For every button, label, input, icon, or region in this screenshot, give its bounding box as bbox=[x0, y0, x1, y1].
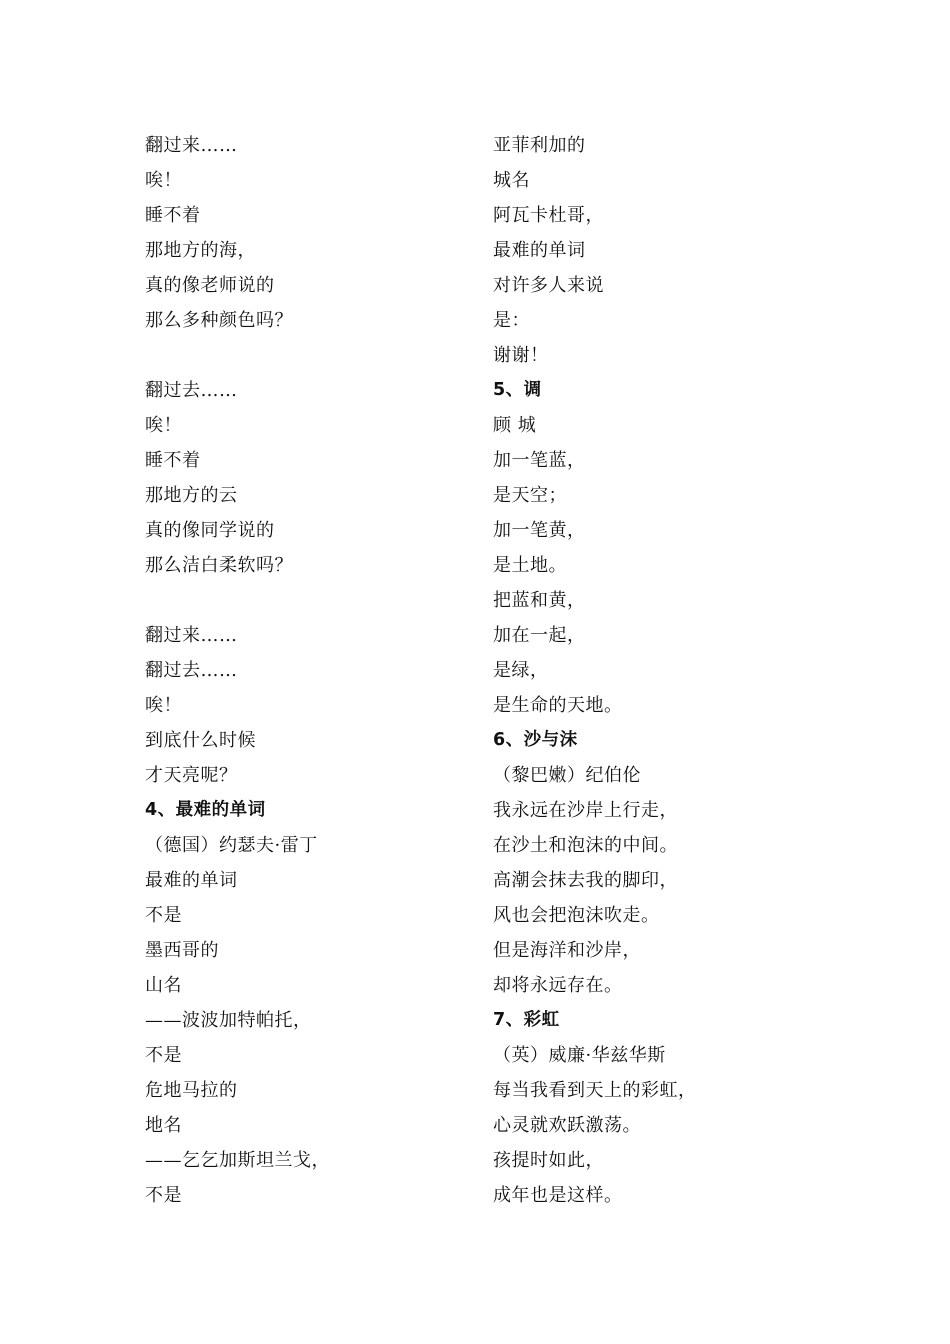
poem-line: ——波波加特帕托， bbox=[145, 1010, 312, 1031]
poem-line: 才天亮呢？ bbox=[145, 765, 238, 786]
poem-line: 每当我看到天上的彩虹， bbox=[493, 1080, 697, 1101]
poem-line: 是生命的天地。 bbox=[493, 695, 623, 716]
poem-line: 最难的单词 bbox=[145, 870, 238, 891]
poem-line: 加在一起， bbox=[493, 625, 586, 646]
poem-line: 不是 bbox=[145, 1185, 182, 1206]
poem-author: （德国）约瑟夫·雷丁 bbox=[145, 835, 318, 856]
poem-author: （黎巴嫩）纪伯伦 bbox=[493, 765, 641, 786]
poem-line: 是： bbox=[493, 310, 530, 331]
poem-line: 在沙土和泡沫的中间。 bbox=[493, 835, 678, 856]
poem-title: 6、沙与沫 bbox=[493, 730, 578, 750]
poem-line: 不是 bbox=[145, 1045, 182, 1066]
poem-line: 不是 bbox=[145, 905, 182, 926]
poem-line: 城名 bbox=[493, 170, 530, 191]
poem-line: 真的像同学说的 bbox=[145, 520, 275, 541]
poem-line: 墨西哥的 bbox=[145, 940, 219, 961]
poem-line: 那地方的云 bbox=[145, 485, 238, 506]
poem-line: 孩提时如此， bbox=[493, 1150, 604, 1171]
poem-line: 真的像老师说的 bbox=[145, 275, 275, 296]
poem-line: 是绿， bbox=[493, 660, 549, 681]
left-column bbox=[145, 128, 465, 1213]
poem-line: 加一笔黄， bbox=[493, 520, 586, 541]
poem-line: 对许多人来说 bbox=[493, 275, 604, 296]
poem-line: 是土地。 bbox=[493, 555, 567, 576]
poem-line: 是天空； bbox=[493, 485, 567, 506]
poem-line: 翻过去…… bbox=[145, 660, 238, 681]
poem-title: 7、彩虹 bbox=[493, 1010, 560, 1030]
poem-line: 那地方的海， bbox=[145, 240, 256, 261]
poem-line: 危地马拉的 bbox=[145, 1080, 238, 1101]
blank-line bbox=[145, 583, 465, 618]
poem-line: 唉！ bbox=[145, 415, 182, 436]
poem-line: 高潮会抹去我的脚印， bbox=[493, 870, 678, 891]
poem-line: 到底什么时候 bbox=[145, 730, 256, 751]
poem-line: 唉！ bbox=[145, 170, 182, 191]
right-column bbox=[493, 128, 823, 1213]
poem-line: 睡不着 bbox=[145, 205, 201, 226]
poem-line: 山名 bbox=[145, 975, 182, 996]
poem-line: 地名 bbox=[145, 1115, 182, 1136]
poem-line: 亚菲利加的 bbox=[493, 135, 586, 156]
poem-line: 那么洁白柔软吗？ bbox=[145, 555, 293, 576]
poem-line: 心灵就欢跃激荡。 bbox=[493, 1115, 641, 1136]
poem-line: 那么多种颜色吗？ bbox=[145, 310, 293, 331]
poem-line: 翻过去…… bbox=[145, 380, 238, 401]
poem-line: 睡不着 bbox=[145, 450, 201, 471]
poem-title: 4、最难的单词 bbox=[145, 800, 266, 820]
blank-line bbox=[145, 338, 465, 373]
poem-line: 阿瓦卡杜哥， bbox=[493, 205, 604, 226]
poem-line: 翻过来…… bbox=[145, 135, 238, 156]
poem-line: 成年也是这样。 bbox=[493, 1185, 623, 1206]
poem-line: 却将永远存在。 bbox=[493, 975, 623, 996]
poem-author: （英）威廉·华兹华斯 bbox=[493, 1045, 666, 1066]
poem-line: 把蓝和黄， bbox=[493, 590, 586, 611]
poem-line: 最难的单词 bbox=[493, 240, 586, 261]
poem-line: 但是海洋和沙岸， bbox=[493, 940, 641, 961]
poem-line: 我永远在沙岸上行走， bbox=[493, 800, 678, 821]
poem-line: 风也会把泡沫吹走。 bbox=[493, 905, 660, 926]
poem-line: 翻过来…… bbox=[145, 625, 238, 646]
poem-title: 5、调 bbox=[493, 380, 542, 400]
poem-author: 顾 城 bbox=[493, 415, 537, 436]
poem-line: 唉！ bbox=[145, 695, 182, 716]
poem-line: 加一笔蓝， bbox=[493, 450, 586, 471]
poem-line: 谢谢！ bbox=[493, 345, 549, 366]
poem-line: ——乞乞加斯坦兰戈， bbox=[145, 1150, 330, 1171]
